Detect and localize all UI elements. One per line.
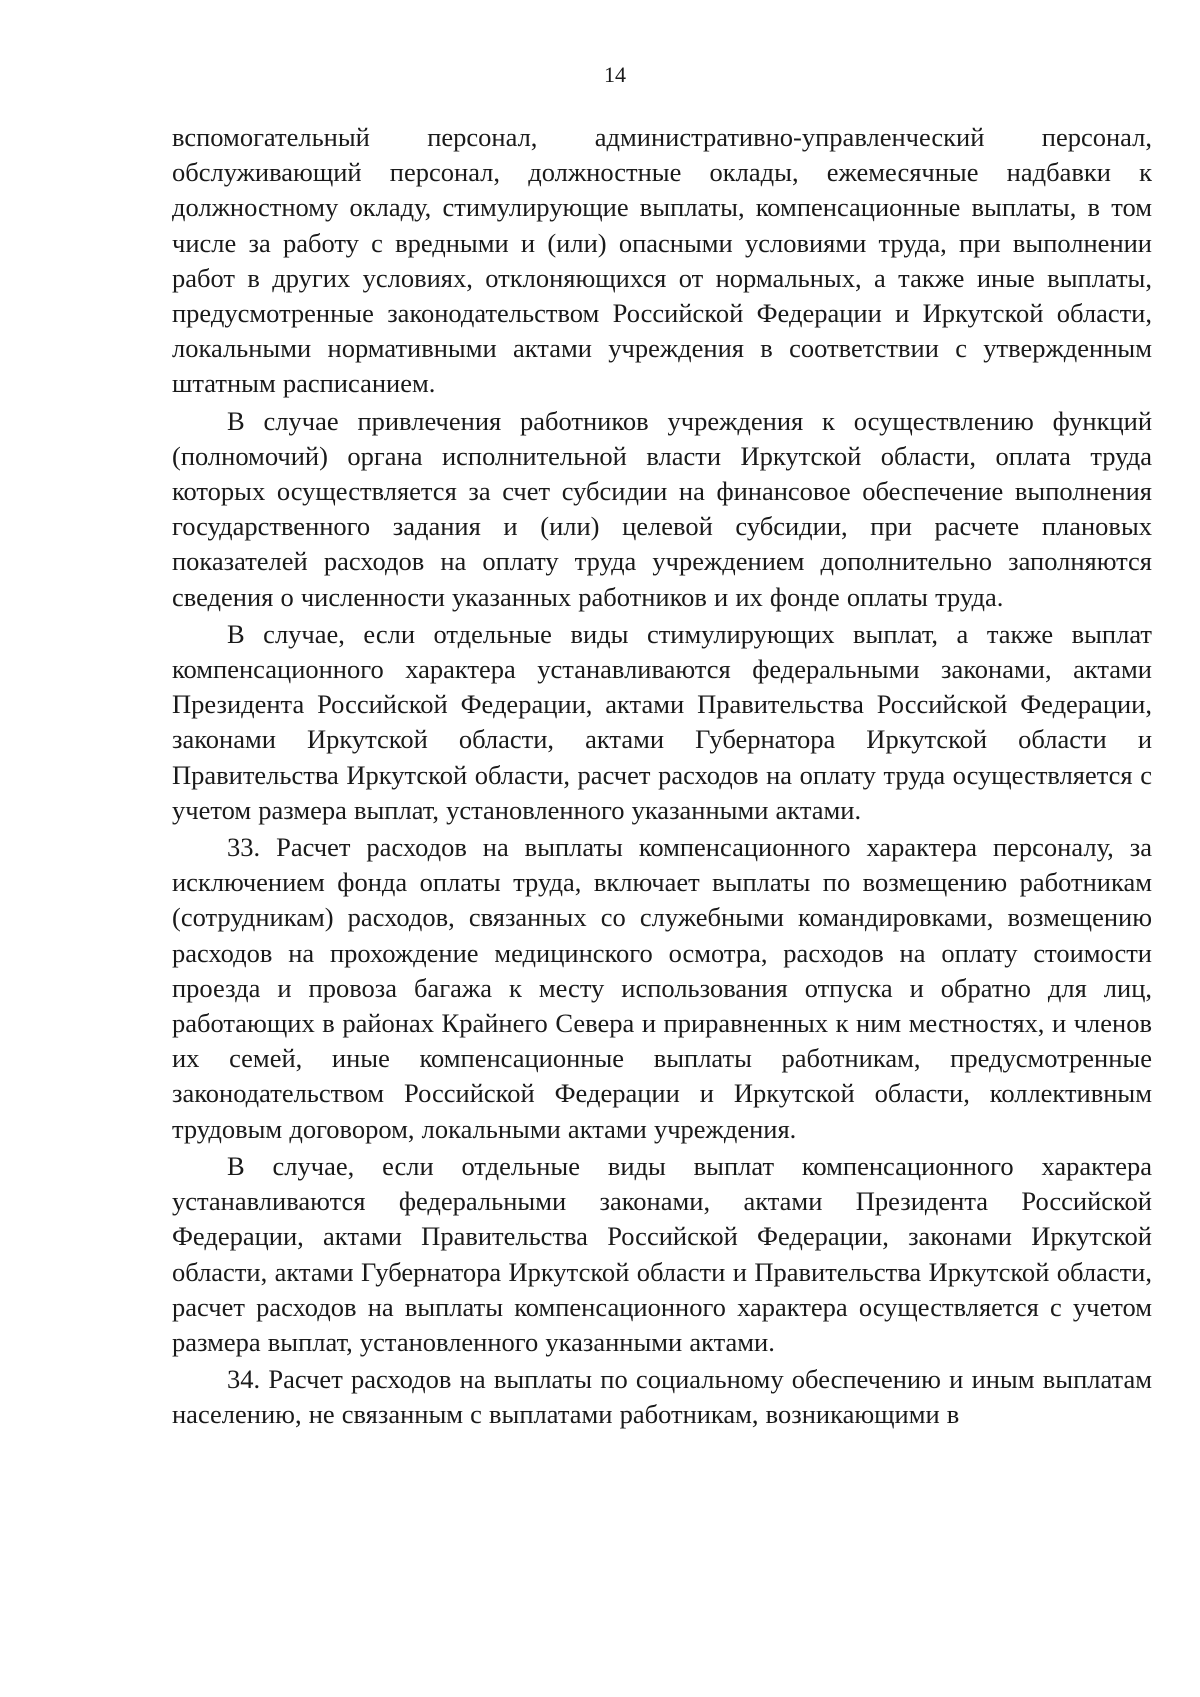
- paragraph-item-34: 34. Расчет расходов на выплаты по социальному обеспечению и иным выплатам населению, не связанным с выплатами работникам, возникающими в: [172, 1364, 1152, 1430]
- page-number: 14: [604, 62, 626, 87]
- paragraph-compensation-payments: В случае, если отдельные виды выплат компенсационного характера устанавливаются федеральными законами, актами Президента Российской Федерации, актами Правительства Российской Федерации, законами Иркутской области, актами Губернатора Иркутской области и Правительства Иркутской области, расчет расходов на выплаты компенсационного характера осуществляется с учетом размера выплат, установленного указанными актами.: [172, 1150, 1152, 1357]
- paragraph-stimulating-payments: В случае, если отдельные виды стимулирующих выплат, а также выплат компенсационного характера устанавливаются федеральными законами, актами Президента Российской Федерации, актами Правительства Российской Федерации, законами Иркутской области, актами Губернатора Иркутской области и Правительства Иркутской области, расчет расходов на оплату труда осуществляется с учетом размера выплат, установленного указанными актами.: [172, 618, 1152, 825]
- paragraph-employee-functions: В случае привлечения работников учреждения к осуществлению функций (полномочий) органа исполнительной власти Иркутской области, оплата труда которых осуществляется за счет субсидии на финансовое обеспечение выполнения государственного задания и (или) целевой субсидии, при расчете плановых показателей расходов на оплату труда учреждением дополнительно заполняются сведения о численности указанных работников и их фонде оплаты труда.: [172, 405, 1152, 612]
- paragraph-continuation: вспомогательный персонал, административно-управленческий персонал, обслуживающий персонал, должностные оклады, ежемесячные надбавки к должностному окладу, стимулирующие выплаты, компенсационные выплаты, в том числе за работу с вредными и (или) опасными условиями труда, при выполнении работ в других условиях, отклоняющихся от нормальных, а также иные выплаты, предусмотренные законодательством Российской Федерации и Иркутской области, локальными нормативными актами учреждения в соответствии с утвержденным штатным расписанием.: [172, 122, 1152, 399]
- paragraph-item-33: 33. Расчет расходов на выплаты компенсационного характера персоналу, за исключением фонда оплаты труда, включает выплаты по возмещению работникам (сотрудникам) расходов, связанных со служебными командировками, возмещению расходов на прохождение медицинского осмотра, расходов на оплату стоимости проезда и провоза багажа к месту использования отпуска и обратно для лиц, работающих в районах Крайнего Севера и приравненных к ним местностях, и членов их семей, иные компенсационные выплаты работникам, предусмотренные законодательством Российской Федерации и Иркутской области, коллективным трудовым договором, локальными актами учреждения.: [172, 832, 1152, 1144]
- document-body: [172, 120, 1152, 1435]
